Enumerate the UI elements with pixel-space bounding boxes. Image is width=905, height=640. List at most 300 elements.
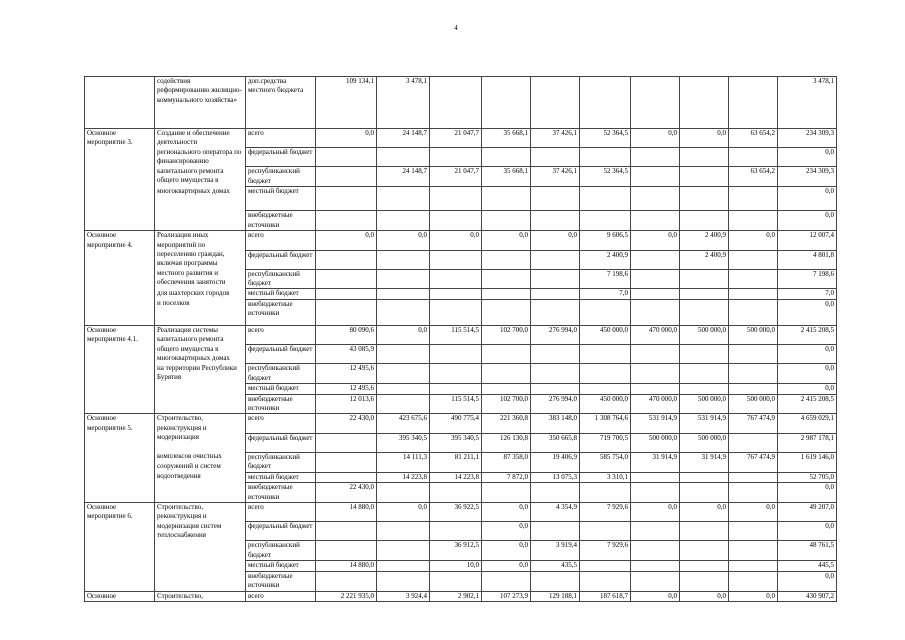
value-cell: 500 000,0 [680, 394, 729, 414]
activity-number-cell [85, 148, 155, 167]
value-cell [680, 148, 729, 167]
value-cell [430, 522, 482, 541]
value-cell [316, 167, 377, 187]
value-cell [377, 394, 430, 414]
value-cell [316, 269, 377, 289]
funding-source-cell: федеральный бюджет [246, 148, 316, 167]
value-cell: 585 754,0 [580, 452, 631, 472]
value-cell: 7 929,6 [580, 541, 631, 561]
value-cell [580, 364, 631, 384]
value-cell [531, 148, 580, 167]
value-cell: 0,0 [316, 129, 377, 148]
value-cell [631, 299, 680, 325]
funding-source-cell: внебюджетные источники [246, 483, 316, 503]
activity-name-cell: содействия реформированию жилищно-коммунального хозяйства» [155, 77, 246, 129]
value-cell [631, 384, 680, 394]
value-cell [531, 211, 580, 231]
value-cell [482, 384, 531, 394]
value-cell [377, 148, 430, 167]
value-cell [531, 364, 580, 384]
value-cell: 7 872,0 [482, 472, 531, 482]
table-row [85, 541, 837, 561]
value-cell [531, 522, 580, 541]
activity-number-cell [85, 289, 155, 299]
value-cell: 2 415 208,5 [778, 325, 837, 344]
funding-source-cell: республиканский бюджет [246, 167, 316, 187]
value-cell: 0,0 [680, 591, 729, 601]
value-cell: 115 514,5 [430, 325, 482, 344]
value-cell: 2 400,9 [680, 231, 729, 250]
value-cell: 81 211,1 [430, 452, 482, 472]
value-cell [680, 522, 729, 541]
table-row [85, 289, 837, 299]
value-cell: 276 994,0 [531, 325, 580, 344]
value-cell: 102 700,0 [482, 325, 531, 344]
value-cell [482, 211, 531, 231]
value-cell: 0,0 [631, 129, 680, 148]
value-cell: 35 668,1 [482, 129, 531, 148]
activity-name-cell: и поселков [155, 299, 246, 325]
value-cell: 0,0 [778, 522, 837, 541]
value-cell: 12 495,6 [316, 384, 377, 394]
value-cell: 14 880,0 [316, 561, 377, 571]
value-cell [316, 522, 377, 541]
value-cell: 1 619 146,0 [778, 452, 837, 472]
value-cell: 767 474,9 [729, 452, 778, 472]
value-cell [531, 571, 580, 591]
value-cell: 35 668,1 [482, 167, 531, 187]
value-cell: 531 914,9 [680, 414, 729, 433]
value-cell: 12 495,6 [316, 364, 377, 384]
activity-name-cell [155, 211, 246, 231]
table-row [85, 591, 837, 601]
funding-source-cell: местный бюджет [246, 187, 316, 211]
funding-source-cell: федеральный бюджет [246, 250, 316, 269]
value-cell [680, 541, 729, 561]
value-cell: 3 478,1 [778, 77, 837, 129]
value-cell: 107 273,9 [482, 591, 531, 601]
value-cell [580, 345, 631, 364]
value-cell: 31 914,9 [631, 452, 680, 472]
value-cell [729, 541, 778, 561]
value-cell [482, 187, 531, 211]
value-cell [631, 541, 680, 561]
value-cell [729, 299, 778, 325]
value-cell [377, 187, 430, 211]
value-cell: 36 922,5 [430, 502, 482, 521]
value-cell: 19 406,9 [531, 452, 580, 472]
value-cell: 7,0 [580, 289, 631, 299]
value-cell [631, 522, 680, 541]
value-cell [430, 77, 482, 129]
activity-number-cell: Основное мероприятие 6. [85, 502, 155, 521]
activity-number-cell [85, 187, 155, 211]
activity-name-cell [155, 394, 246, 414]
value-cell: 63 654,2 [729, 129, 778, 148]
value-cell: 21 047,7 [430, 129, 482, 148]
activity-number-cell [85, 394, 155, 414]
page-number: 4 [454, 24, 458, 32]
value-cell [631, 211, 680, 231]
value-cell: 435,5 [531, 561, 580, 571]
activity-name-cell [155, 541, 246, 561]
value-cell: 0,0 [377, 231, 430, 250]
activity-number-cell [85, 452, 155, 472]
value-cell: 14 223,8 [430, 472, 482, 482]
value-cell [316, 452, 377, 472]
funding-source-cell: местный бюджет [246, 289, 316, 299]
activity-number-cell: Основное мероприятие 4.1. [85, 325, 155, 344]
value-cell: 531 914,9 [631, 414, 680, 433]
value-cell [631, 289, 680, 299]
value-cell [631, 364, 680, 384]
value-cell [680, 345, 729, 364]
activity-name-cell: многоквартирных домах [155, 187, 246, 211]
value-cell [729, 472, 778, 482]
value-cell [531, 299, 580, 325]
value-cell: 4 354,9 [531, 502, 580, 521]
value-cell [482, 299, 531, 325]
table-row [85, 522, 837, 541]
value-cell: 0,0 [631, 591, 680, 601]
value-cell [631, 472, 680, 482]
value-cell [377, 571, 430, 591]
activity-name-cell: комплексов очистных сооружений и систем [155, 452, 246, 472]
value-cell: 276 994,0 [531, 394, 580, 414]
activity-number-cell [85, 483, 155, 503]
value-cell: 4 659 029,1 [778, 414, 837, 433]
value-cell [316, 211, 377, 231]
activity-name-cell: Строительство, [155, 591, 246, 601]
activity-number-cell [85, 167, 155, 187]
value-cell: 4 801,8 [778, 250, 837, 269]
table-row [85, 231, 837, 250]
value-cell [729, 269, 778, 289]
value-cell [430, 345, 482, 364]
value-cell [377, 250, 430, 269]
value-cell: 0,0 [631, 502, 680, 521]
value-cell: 470 000,0 [631, 394, 680, 414]
activity-number-cell [85, 541, 155, 561]
value-cell: 52 705,0 [778, 472, 837, 482]
funding-source-cell: всего [246, 129, 316, 148]
budget-table [84, 76, 837, 602]
value-cell: 12 007,4 [778, 231, 837, 250]
value-cell: 3 924,4 [377, 591, 430, 601]
value-cell [531, 250, 580, 269]
value-cell: 500 000,0 [729, 394, 778, 414]
activity-name-cell: Строительство, реконструкция и [155, 502, 246, 521]
value-cell [580, 77, 631, 129]
funding-source-cell: внебюджетные источники [246, 394, 316, 414]
value-cell [680, 299, 729, 325]
funding-source-cell: федеральный бюджет [246, 345, 316, 364]
value-cell: 2 400,9 [580, 250, 631, 269]
value-cell [680, 364, 729, 384]
value-cell: 21 047,7 [430, 167, 482, 187]
value-cell [580, 483, 631, 503]
activity-number-cell [85, 561, 155, 571]
value-cell [580, 384, 631, 394]
table-row [85, 571, 837, 591]
table-row [85, 364, 837, 384]
value-cell: 13 075,3 [531, 472, 580, 482]
value-cell [580, 187, 631, 211]
value-cell [729, 384, 778, 394]
activity-number-cell: Основное мероприятие 3. [85, 129, 155, 148]
value-cell: 3 310,1 [580, 472, 631, 482]
funding-source-cell: республиканский бюджет [246, 364, 316, 384]
value-cell [430, 250, 482, 269]
value-cell: 0,0 [680, 129, 729, 148]
table-row [85, 483, 837, 503]
activity-name-cell: капитального ремонта общего имущества в [155, 167, 246, 187]
value-cell [531, 384, 580, 394]
value-cell: 129 188,1 [531, 591, 580, 601]
value-cell: 0,0 [680, 502, 729, 521]
funding-source-cell: внебюджетные источники [246, 571, 316, 591]
table-row [85, 561, 837, 571]
value-cell [729, 433, 778, 452]
funding-source-cell: всего [246, 591, 316, 601]
value-cell [680, 483, 729, 503]
value-cell: 115 514,5 [430, 394, 482, 414]
activity-name-cell: Строительство, реконструкция и [155, 414, 246, 433]
value-cell [430, 364, 482, 384]
value-cell: 500 000,0 [680, 433, 729, 452]
value-cell [680, 77, 729, 129]
value-cell [631, 167, 680, 187]
value-cell: 0,0 [482, 541, 531, 561]
value-cell: 37 426,1 [531, 167, 580, 187]
value-cell [377, 289, 430, 299]
value-cell [377, 269, 430, 289]
activity-name-cell [155, 561, 246, 571]
value-cell: 423 675,6 [377, 414, 430, 433]
value-cell [377, 345, 430, 364]
value-cell [482, 571, 531, 591]
value-cell: 36 912,5 [430, 541, 482, 561]
value-cell [631, 345, 680, 364]
value-cell: 126 130,8 [482, 433, 531, 452]
table-row [85, 250, 837, 269]
value-cell: 48 761,5 [778, 541, 837, 561]
funding-source-cell: всего [246, 231, 316, 250]
value-cell: 3 478,1 [377, 77, 430, 129]
value-cell [729, 250, 778, 269]
value-cell: 43 085,9 [316, 345, 377, 364]
value-cell [377, 561, 430, 571]
value-cell: 2 987 178,1 [778, 433, 837, 452]
value-cell [729, 77, 778, 129]
value-cell: 14 880,0 [316, 502, 377, 521]
value-cell [430, 211, 482, 231]
value-cell: 500 000,0 [631, 433, 680, 452]
value-cell [531, 483, 580, 503]
activity-number-cell [85, 211, 155, 231]
value-cell [482, 250, 531, 269]
value-cell [377, 364, 430, 384]
value-cell: 187 618,7 [580, 591, 631, 601]
activity-number-cell [85, 384, 155, 394]
value-cell: 0,0 [778, 364, 837, 384]
table-row [85, 502, 837, 521]
value-cell [377, 541, 430, 561]
value-cell: 80 090,6 [316, 325, 377, 344]
table-row [85, 269, 837, 289]
activity-name-cell [155, 384, 246, 394]
value-cell: 2 902,1 [430, 591, 482, 601]
value-cell [377, 384, 430, 394]
value-cell [680, 269, 729, 289]
activity-name-cell: модернизация систем теплоснабжения [155, 522, 246, 541]
table-row [85, 148, 837, 167]
value-cell: 500 000,0 [680, 325, 729, 344]
value-cell: 0,0 [482, 561, 531, 571]
value-cell: 0,0 [778, 187, 837, 211]
table-row [85, 129, 837, 148]
value-cell: 0,0 [729, 591, 778, 601]
value-cell: 350 665,8 [531, 433, 580, 452]
value-cell [482, 289, 531, 299]
activity-name-cell: Создание и обеспечение деятельности [155, 129, 246, 148]
value-cell: 0,0 [778, 299, 837, 325]
activity-name-cell: модернизация [155, 433, 246, 452]
activity-number-cell: Основное мероприятие 5. [85, 414, 155, 433]
value-cell: 0,0 [729, 231, 778, 250]
value-cell [631, 571, 680, 591]
table-row [85, 211, 837, 231]
value-cell [482, 77, 531, 129]
value-cell: 1 308 764,6 [580, 414, 631, 433]
value-cell: 9 606,5 [580, 231, 631, 250]
funding-source-cell: местный бюджет [246, 384, 316, 394]
value-cell: 0,0 [430, 231, 482, 250]
value-cell [377, 522, 430, 541]
table-row [85, 394, 837, 414]
value-cell [729, 148, 778, 167]
value-cell [316, 433, 377, 452]
value-cell: 0,0 [778, 345, 837, 364]
value-cell: 7 929,6 [580, 502, 631, 521]
value-cell [430, 571, 482, 591]
table-row [85, 325, 837, 344]
value-cell: 0,0 [377, 502, 430, 521]
value-cell [482, 483, 531, 503]
value-cell [531, 187, 580, 211]
value-cell [729, 522, 778, 541]
value-cell: 2 415 208,5 [778, 394, 837, 414]
value-cell: 22 430,0 [316, 414, 377, 433]
funding-source-cell: местный бюджет [246, 472, 316, 482]
value-cell: 7 198,6 [580, 269, 631, 289]
value-cell: 0,0 [482, 231, 531, 250]
value-cell [482, 364, 531, 384]
value-cell: 430 907,2 [778, 591, 837, 601]
value-cell: 2 400,9 [680, 250, 729, 269]
value-cell [729, 561, 778, 571]
activity-number-cell [85, 571, 155, 591]
value-cell: 52 364,5 [580, 129, 631, 148]
activity-name-cell [155, 483, 246, 503]
value-cell [316, 571, 377, 591]
value-cell: 10,0 [430, 561, 482, 571]
value-cell [316, 299, 377, 325]
funding-source-cell: федеральный бюджет [246, 433, 316, 452]
value-cell [729, 364, 778, 384]
value-cell: 2 221 935,0 [316, 591, 377, 601]
value-cell [631, 483, 680, 503]
value-cell: 719 700,5 [580, 433, 631, 452]
table-row [85, 187, 837, 211]
value-cell [430, 483, 482, 503]
table-row [85, 414, 837, 433]
value-cell: 52 364,5 [580, 167, 631, 187]
value-cell [631, 148, 680, 167]
value-cell: 234 309,3 [778, 167, 837, 187]
value-cell [430, 187, 482, 211]
value-cell [680, 472, 729, 482]
funding-source-cell: всего [246, 502, 316, 521]
value-cell [580, 571, 631, 591]
value-cell: 0,0 [482, 502, 531, 521]
funding-source-cell: всего [246, 414, 316, 433]
value-cell [316, 250, 377, 269]
value-cell: 0,0 [531, 231, 580, 250]
value-cell [482, 345, 531, 364]
activity-name-cell: водоотведения [155, 472, 246, 482]
value-cell [680, 561, 729, 571]
value-cell [729, 483, 778, 503]
activity-number-cell [85, 345, 155, 364]
value-cell [729, 289, 778, 299]
value-cell: 0,0 [778, 571, 837, 591]
value-cell [631, 269, 680, 289]
activity-number-cell [85, 433, 155, 452]
value-cell: 0,0 [631, 231, 680, 250]
value-cell: 490 775,4 [430, 414, 482, 433]
activity-number-cell [85, 299, 155, 325]
value-cell: 0,0 [482, 522, 531, 541]
value-cell [531, 269, 580, 289]
value-cell [316, 187, 377, 211]
value-cell: 7 198,6 [778, 269, 837, 289]
value-cell: 445,5 [778, 561, 837, 571]
value-cell: 234 309,3 [778, 129, 837, 148]
value-cell: 500 000,0 [729, 325, 778, 344]
value-cell: 383 148,0 [531, 414, 580, 433]
activity-name-cell: для шахтерских городов [155, 289, 246, 299]
value-cell [377, 299, 430, 325]
value-cell [729, 187, 778, 211]
value-cell [580, 561, 631, 571]
funding-source-cell: местный бюджет [246, 561, 316, 571]
funding-source-cell: республиканский бюджет [246, 452, 316, 472]
value-cell [631, 561, 680, 571]
funding-source-cell: федеральный бюджет [246, 522, 316, 541]
value-cell [580, 211, 631, 231]
value-cell [729, 345, 778, 364]
value-cell: 22 430,0 [316, 483, 377, 503]
activity-name-cell: переселению граждан, включая программы [155, 250, 246, 269]
value-cell [377, 211, 430, 231]
value-cell: 3 919,4 [531, 541, 580, 561]
activity-name-cell: местного развития и обеспечения занятости [155, 269, 246, 289]
value-cell: 0,0 [316, 231, 377, 250]
value-cell: 7,0 [778, 289, 837, 299]
funding-source-cell: республиканский бюджет [246, 541, 316, 561]
value-cell [729, 571, 778, 591]
